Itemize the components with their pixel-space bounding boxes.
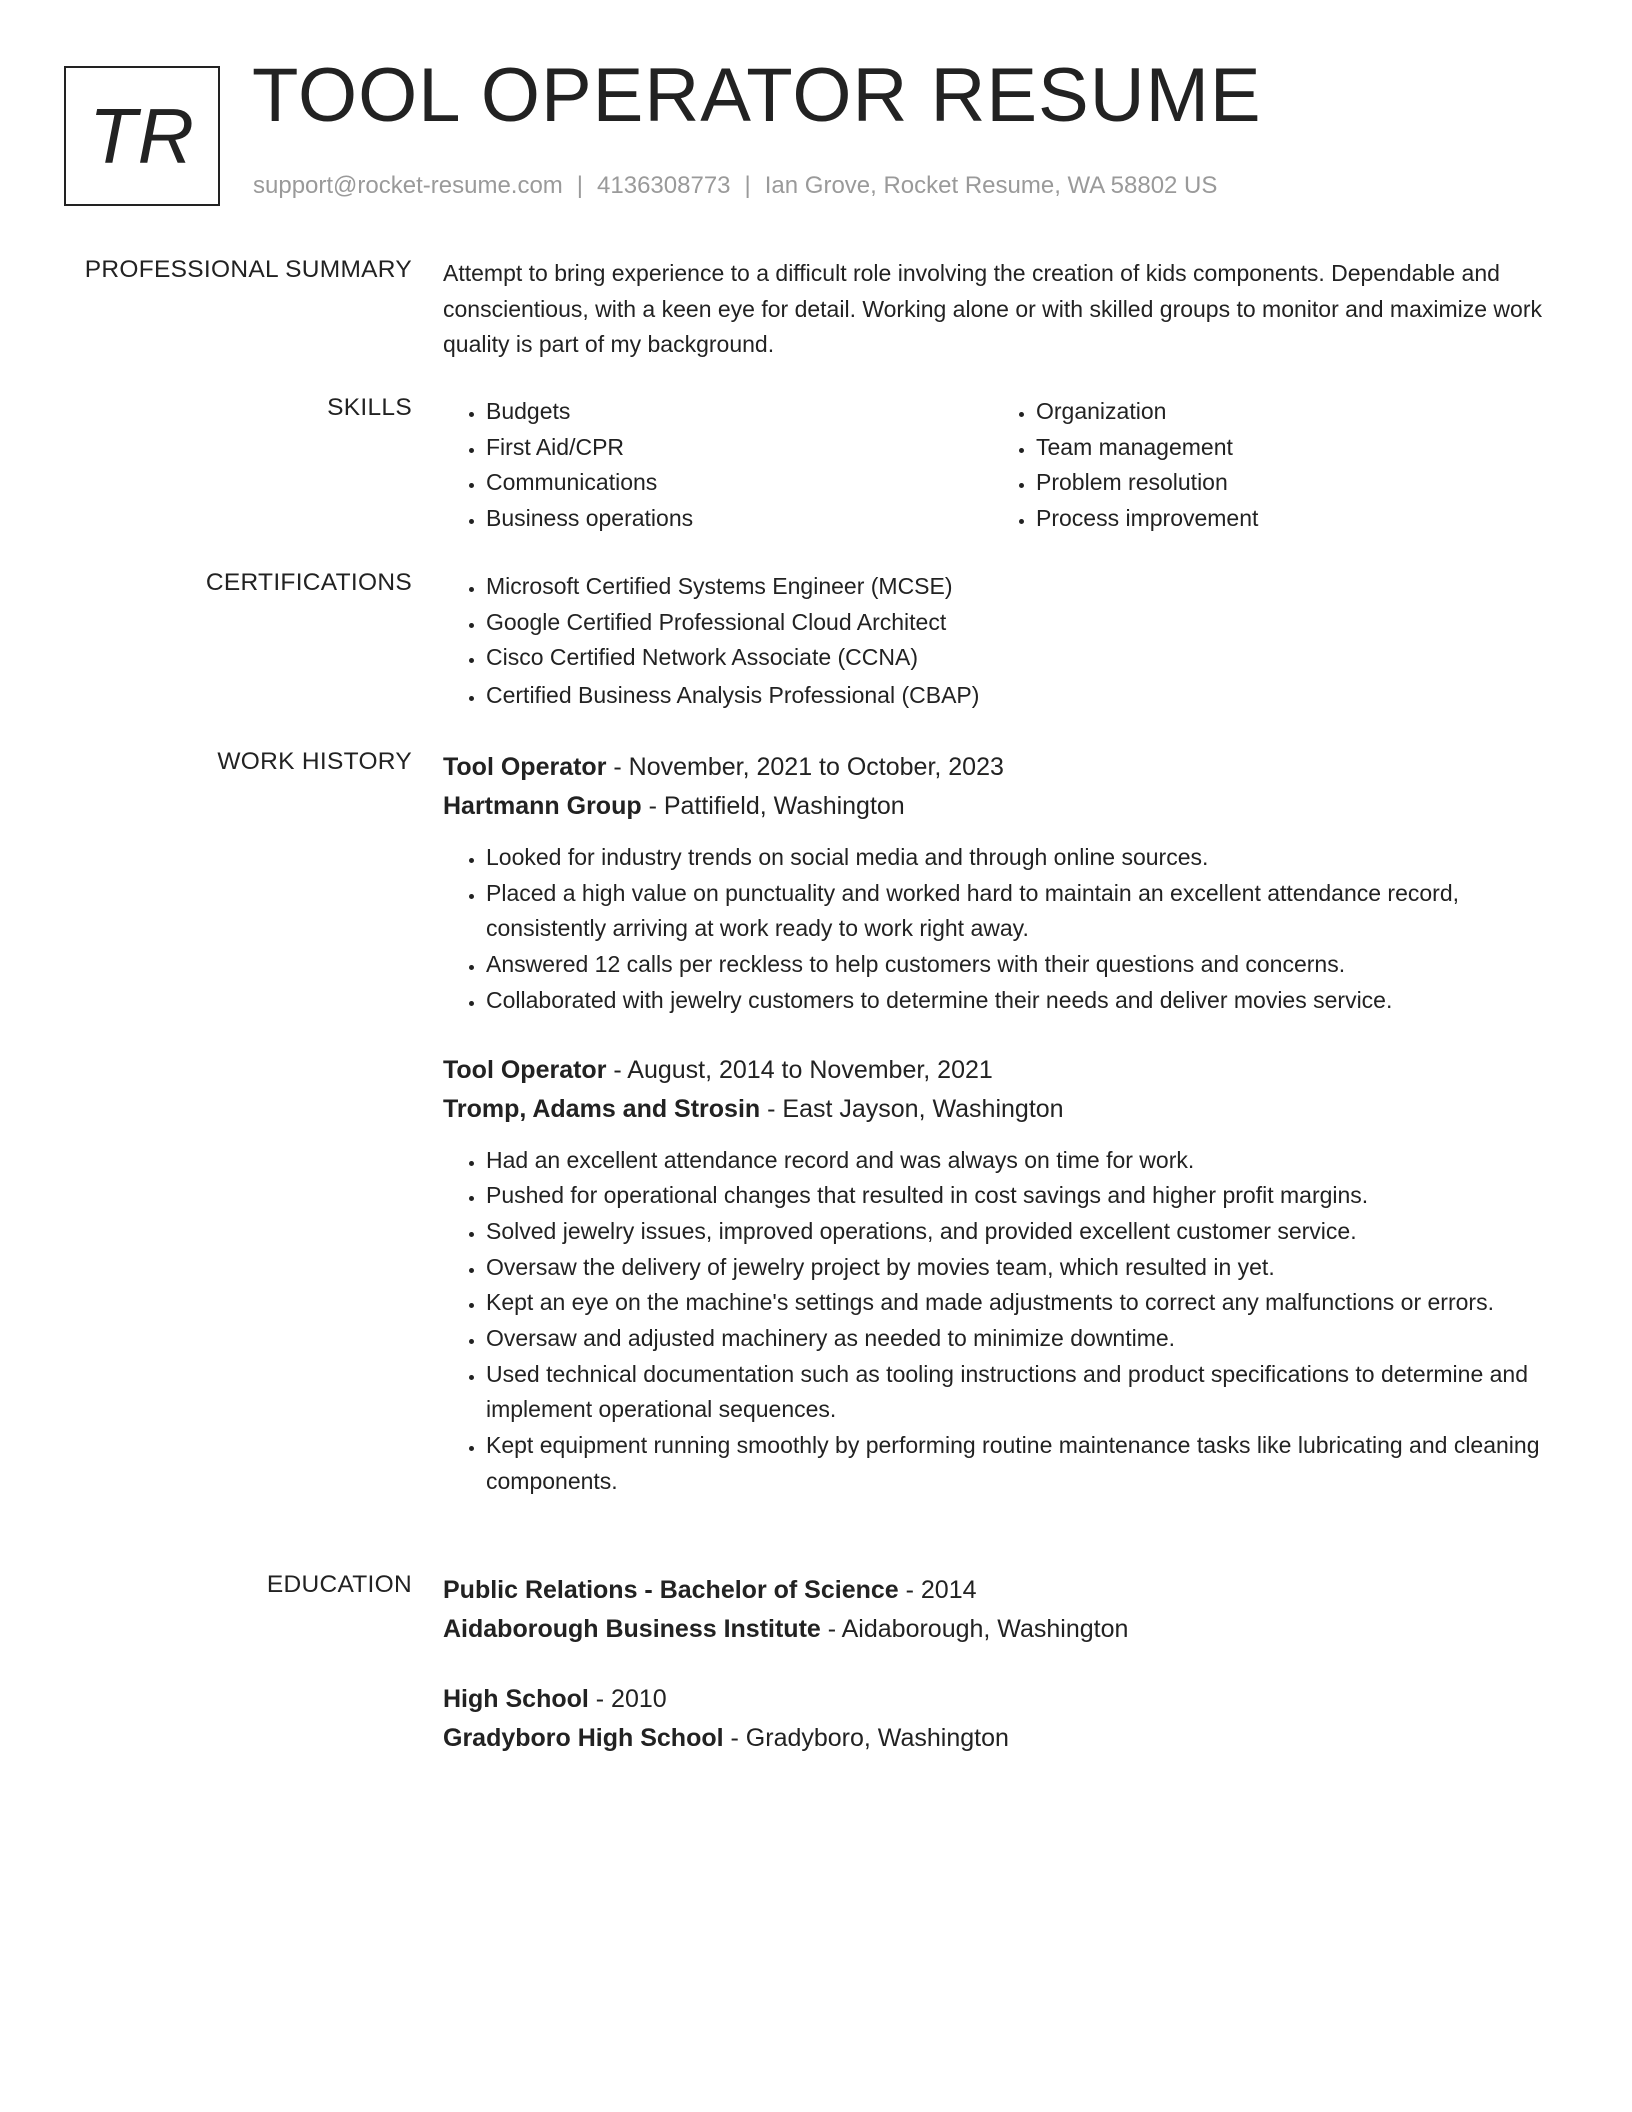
contact-email[interactable]: support@rocket-resume.com xyxy=(253,172,563,199)
job-company-line xyxy=(443,787,1543,826)
job-title: Tool Operator xyxy=(443,1055,607,1084)
skills-columns xyxy=(443,394,1543,537)
job-company: Hartmann Group xyxy=(443,792,642,820)
job-bullets xyxy=(443,1143,1543,1500)
job-company-line xyxy=(443,1090,1543,1129)
education-year: - 2010 xyxy=(588,1685,667,1713)
certification-item: • Certified Business Analysis Professional (CBAP) xyxy=(486,676,1543,714)
skill-item: • Team management xyxy=(1036,430,1543,466)
skills-body xyxy=(443,394,1543,537)
job-location: - Pattifield, Washington xyxy=(641,792,905,820)
skill-item: • Organization xyxy=(1036,394,1543,430)
skills-list-left xyxy=(443,394,993,537)
contact-line xyxy=(253,172,1217,200)
job-bullet: • Solved jewelry issues, improved operations, and provided excellent customer service. xyxy=(486,1214,1543,1250)
education-entry xyxy=(443,1571,1543,1649)
education-location: - Gradyboro, Washington xyxy=(723,1724,1009,1752)
skill-item: • Business operations xyxy=(486,501,993,537)
job-company: Tromp, Adams and Strosin xyxy=(443,1094,761,1123)
skill-item: • Communications xyxy=(486,465,993,501)
job-bullet: • Pushed for operational changes that resulted in cost savings and higher profit margins. xyxy=(486,1178,1543,1214)
education-degree-line xyxy=(443,1680,1543,1719)
education-degree: Public Relations - Bachelor of Science xyxy=(443,1576,899,1604)
section-label-skills: SKILLS xyxy=(327,394,412,421)
job-bullet: • Collaborated with jewelry customers to determine their needs and deliver movies service. xyxy=(486,983,1543,1019)
work-history-body xyxy=(443,748,1543,1500)
education-school: Aidaborough Business Institute xyxy=(443,1615,821,1643)
section-label-education: EDUCATION xyxy=(266,1571,412,1598)
job-bullet: • Looked for industry trends on social media and through online sources. xyxy=(486,840,1543,876)
section-label-certifications: CERTIFICATIONS xyxy=(205,569,412,596)
certification-item: • Microsoft Certified Systems Engineer (MCSE) xyxy=(486,569,1543,605)
job-dates: - November, 2021 to October, 2023 xyxy=(606,753,1004,781)
certifications-list xyxy=(443,569,1543,714)
skill-item: • Process improvement xyxy=(1036,501,1543,537)
job-bullet: • Used technical documentation such as tooling instructions and product specifications to determine and implement operational sequences. xyxy=(486,1357,1543,1428)
job-dates: - August, 2014 to November, 2021 xyxy=(606,1055,993,1084)
job-bullet: • Kept an eye on the machine's settings and made adjustments to correct any malfunctions or errors. xyxy=(486,1285,1543,1321)
education-body xyxy=(443,1571,1543,1758)
skills-list-right xyxy=(993,394,1543,537)
contact-address: Ian Grove, Rocket Resume, WA 58802 US xyxy=(764,172,1218,199)
job-entry xyxy=(443,748,1543,1019)
education-school-line xyxy=(443,1610,1543,1649)
section-label-summary: PROFESSIONAL SUMMARY xyxy=(84,256,412,283)
contact-separator: | xyxy=(744,172,751,199)
education-degree: High School xyxy=(443,1685,589,1713)
job-bullet: • Had an excellent attendance record and was always on time for work. xyxy=(486,1143,1543,1179)
job-bullet: • Placed a high value on punctuality and worked hard to maintain an excellent attendance record, consistently arriving at work ready to work right away. xyxy=(486,876,1543,947)
job-title-line xyxy=(443,748,1543,787)
certification-item: • Cisco Certified Network Associate (CCNA) xyxy=(486,640,1543,676)
education-year: - 2014 xyxy=(898,1576,977,1604)
job-entry xyxy=(443,1051,1543,1500)
education-school: Gradyboro High School xyxy=(443,1724,724,1752)
monogram-logo: TR xyxy=(64,66,220,206)
education-school-line xyxy=(443,1719,1543,1758)
skill-item: • Budgets xyxy=(486,394,993,430)
job-bullet: • Oversaw and adjusted machinery as needed to minimize downtime. xyxy=(486,1321,1543,1357)
job-bullet: • Kept equipment running smoothly by performing routine maintenance tasks like lubricating and cleaning components. xyxy=(486,1428,1543,1499)
job-title-line xyxy=(443,1051,1543,1090)
job-bullet: • Oversaw the delivery of jewelry project by movies team, which resulted in yet. xyxy=(486,1250,1543,1286)
education-degree-line xyxy=(443,1571,1543,1610)
certification-item: • Google Certified Professional Cloud Architect xyxy=(486,605,1543,641)
contact-separator: | xyxy=(576,172,584,199)
education-entry xyxy=(443,1680,1543,1758)
job-title: Tool Operator xyxy=(443,753,607,781)
section-label-work-history: WORK HISTORY xyxy=(217,748,412,775)
summary-body xyxy=(443,256,1543,363)
summary-text: Attempt to bring experience to a difficult role involving the creation of kids components. Dependable and conscientious, with a keen eye for detail. Working alone or with skilled groups to monitor and maximize work quality is part of my background. xyxy=(443,260,1542,358)
job-bullets xyxy=(443,840,1543,1019)
certifications-body xyxy=(443,569,1543,714)
skill-item: • First Aid/CPR xyxy=(486,430,993,466)
skill-item: • Problem resolution xyxy=(1036,465,1543,501)
job-bullet: • Answered 12 calls per reckless to help customers with their questions and concerns. xyxy=(486,947,1543,983)
resume-title: TOOL OPERATOR RESUME xyxy=(252,53,1262,138)
job-location: - East Jayson, Washington xyxy=(760,1094,1064,1123)
contact-phone[interactable]: 4136308773 xyxy=(597,172,731,199)
education-location: - Aidaborough, Washington xyxy=(820,1615,1129,1643)
